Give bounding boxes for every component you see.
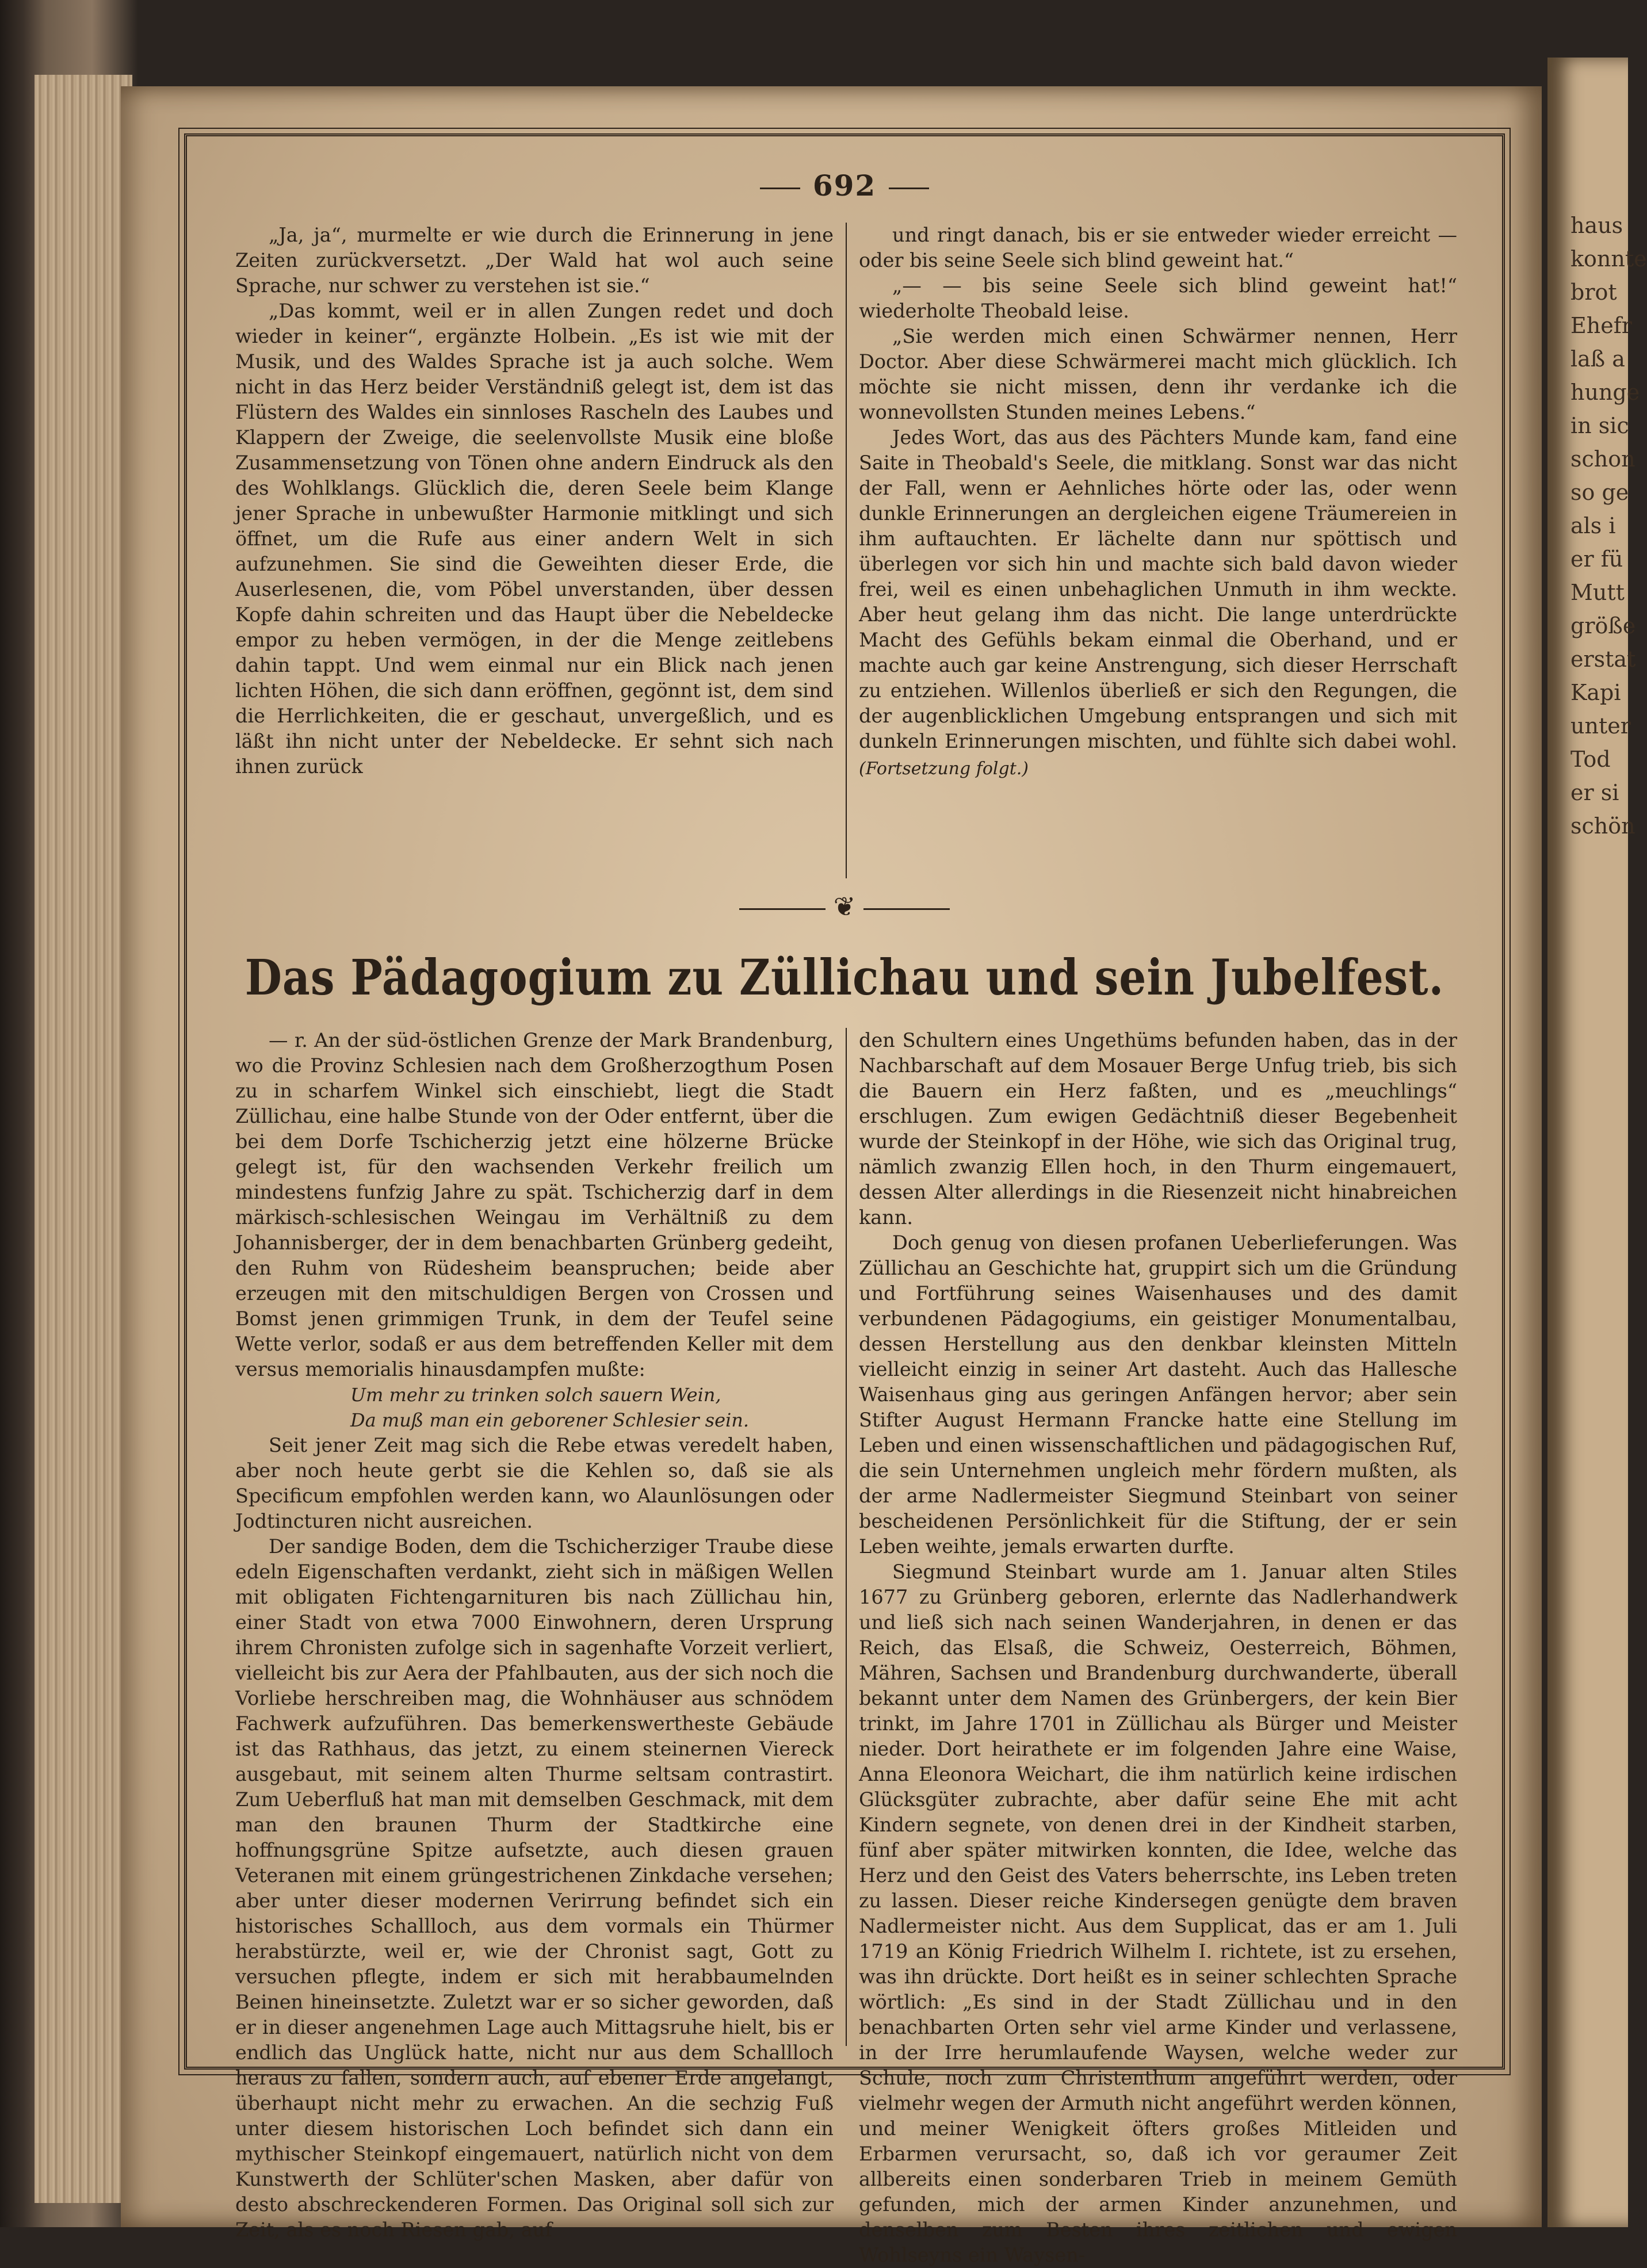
page-frame <box>184 133 1505 2266</box>
paragraph: Der sandige Boden, dem die Tschicherziger Traube diese edeln Eigenschaften verdankt, zieht sich in mäßigen Wellen mit obligaten Fichtengarnituren bis nach Züllichau hin, einer Stadt von etwa 7000 Einwohnern, deren Ursprung ihrem Chronisten zufolge sich in sagenhafte Vorzeit verliert, vielleicht bis zur Aera der Pfahlbauten, aus der sich noch die Vorliebe herschreiben mag, die Wohnhäuser aus schnödem Fachwerk aufzuführen. Das bemerkenswertheste Gebäude ist das Rathhaus, das jetzt, zu einem steinernen Viereck ausgebaut, mit seinem alten Thurme seltsam contrastirt. Zum Ueberfluß hat man mit demselben Geschmack, mit dem man den braunen Thurm der Stadtkirche eine hoffnungsgrüne Spitze aufsetzte, auch diesen grauen Veteranen mit einem grüngestrichenen Zinkdache versehen; aber unter dieser modernen Verirrung befindet sich ein historisches Schallloch, aus dem vormals ein Thürmer herabstürzte, weil er, wie der Chronist sagt, Gott zu versuchen pflegte, indem er sich mit herabbaumelnden Beinen hineinsetzte. Zuletzt war er so sicher geworden, daß er in dieser angenehmen Lage auch Mittagsruhe hielt, bis er endlich das Unglück hatte, nicht nur aus dem Schallloch heraus zu fallen, sondern auch, auf ebener Erde angelangt, überhaupt nicht mehr zu erwachen. An die sechzig Fuß unter diesem historischen Loch befindet sich dann ein mythischer Steinkopf eingemauert, natürlich nicht von dem Kunstwerth der Schlüter'schen Masken, aber dafür von desto abschreckenderen Formen. Das Original soll sich zur Zeit, als es noch Riesen gab, auf <box>235 1535 834 2241</box>
article2-column-left <box>235 1028 834 2243</box>
page-edges <box>35 75 132 2203</box>
adjacent-page-fragment: haus <box>1570 213 1623 238</box>
column-divider-top <box>846 223 847 878</box>
adjacent-page-fragment: Kapi <box>1570 680 1621 705</box>
adjacent-page-fragment: größe <box>1570 613 1636 638</box>
adjacent-page-fragment: laß a <box>1570 346 1625 372</box>
adjacent-page-fragment: als i <box>1570 513 1616 538</box>
article2-column-right <box>859 1028 1457 2268</box>
page-number <box>187 169 1502 202</box>
paragraph: und ringt danach, bis er sie entweder wieder erreicht — oder bis seine Seele sich blind geweint hat.“ <box>859 224 1457 271</box>
adjacent-page-fragment: Tod <box>1570 747 1611 772</box>
adjacent-page <box>1547 58 1647 2227</box>
article1-column-left <box>235 223 834 779</box>
adjacent-page-fragment: Ehefr <box>1570 313 1632 338</box>
adjacent-page-fragment: erstat <box>1570 647 1636 672</box>
continued-note: (Fortsetzung folgt.) <box>859 759 1029 779</box>
paragraph: Doch genug von diesen profanen Ueberlieferungen. Was Züllichau an Geschichte hat, gruppirt sich um die Gründung und Fortführung seines Waisenhauses und des damit verbundenen Pädagogiums, ein geistiger Monumentalbau, dessen Herstellung aus den denkbar kleinsten Mitteln vielleicht einzig in seiner Art dasteht. Auch das Hallesche Waisenhaus ging aus geringen Anfängen hervor; aber sein Stifter August Hermann Francke hatte eine Stellung im Leben und einen wissenschaftlichen und pädagogischen Ruf, die sein Unternehmen ungleich mehr fördern mußten, als der arme Nadlermeister Siegmund Steinbart von seiner bescheidenen Persönlichkeit für die Stiftung, der er sein Leben weihte, jemals erwarten durfte. <box>859 1231 1457 1558</box>
paragraph: — r. An der süd-östlichen Grenze der Mark Brandenburg, wo die Provinz Schlesien nach dem Großherzogthum Posen zu in scharfem Winkel sich einschiebt, liegt die Stadt Züllichau, eine halbe Stunde von der Oder entfernt, über die bei dem Dorfe Tschicherzig jetzt eine hölzerne Brücke gelegt ist, für den wachsenden Verkehr freilich um mindestens funfzig Jahre zu spät. Tschicherzig darf in dem märkisch-schlesischen Weingau im Verhältniß zu dem Johannisberger, der in dem benachbarten Grünberg gedeiht, den Ruhm von Rüdesheim beanspruchen; beide aber erzeugen mit den mitschuldigen Bergen von Crossen und Bomst jenen grimmigen Trunk, in dem der Teufel seine Wette verlor, sodaß er aus dem betreffenden Keller mit dem versus memorialis hinausdampfen mußte: <box>235 1029 834 1380</box>
ornament-dash-left <box>760 188 800 189</box>
paragraph: den Schultern eines Ungethüms befunden haben, das in der Nachbarschaft auf dem Mosauer Berge Unfug trieb, bis sich die Bauern ein Herz faßten, und es „meuchlings“ erschlugen. Zum ewigen Gedächtniß dieser Begebenheit wurde der Steinkopf in der Höhe, wie sich das Original trug, nämlich zwanzig Ellen hoch, in den Thurm eingemauert, dessen Alter allerdings in die Riesenzeit nicht hinabreichen kann. <box>859 1029 1457 1229</box>
verse-line: Da muß man ein geborener Schlesier sein. <box>350 1409 750 1431</box>
article1-column-right <box>859 223 1457 782</box>
section-ornament: ❦ <box>187 891 1502 922</box>
adjacent-page-fragment: er si <box>1570 780 1619 805</box>
paragraph: Siegmund Steinbart wurde am 1. Januar alten Stiles 1677 zu Grünberg geboren, erlernte das Nadlerhandwerk und ließ sich nach seinen Wanderjahren, in denen er das Reich, das Elsaß, die Schweiz, Oesterreich, Böhmen, Mähren, Sachsen und Brandenburg durchwanderte, überall bekannt unter dem Namen des Grünbergers, der kein Bier trinkt, im Jahre 1701 in Züllichau als Bürger und Meister nieder. Dort heirathete er im folgenden Jahre eine Waise, Anna Eleonora Weichart, die ihm natürlich keine irdischen Glücksgüter zubrachte, aber dafür seine Ehe mit acht Kindern segnete, von denen drei in der Kindheit starben, fünf aber später mitwirken konnten, die Idee, welche das Herz und den Geist des Vaters beherrschte, ins Leben treten zu lassen. Dieser reiche Kindersegen genügte dem braven Nadlermeister nicht. Aus dem Supplicat, das er am 1. Juli 1719 an König Friedrich Wilhelm I. richtete, ist zu ersehen, was ihn drückte. Dort heißt es in seiner schlechten Sprache wörtlich: „Es sind in der Stadt Züllichau und in den benachbarten Orten sehr viel arme Kinder und verlassene, in der Irre herumlaufende Waysen, welche weder zur Schule, noch zum Christenthum angeführt werden, oder vielmehr wegen der Armuth nicht angeführt werden können, und meiner Wenigkeit öfters großes Mitleiden und Erbarmen verursacht, so, daß ich vor geraumer Zeit allbereits einen sonderbaren Trieb in meinem Gemüth gefunden, mich der armen Kinder anzunehmen, und denselben zum Besten ihres zeitlichen und ewigen Wohlseyns ein Waysen- <box>859 1561 1457 2266</box>
adjacent-page-fragment: unter <box>1570 713 1631 739</box>
adjacent-page-fragment: in sic <box>1570 413 1629 438</box>
adjacent-page-fragment: so ge <box>1570 480 1629 505</box>
ornament-dash-right <box>889 188 929 189</box>
page-number-text: 692 <box>812 169 877 202</box>
adjacent-page-fragment: konnte <box>1570 246 1647 271</box>
column-divider-bottom <box>846 1028 847 2046</box>
paragraph: „Sie werden mich einen Schwärmer nennen, Herr Doctor. Aber diese Schwärmerei macht mich glücklich. Ich möchte sie nicht missen, denn ihr verdanke ich die wonnevollsten Stunden meines Lebens.“ <box>859 325 1457 423</box>
adjacent-page-fragment: Mutt <box>1570 580 1625 605</box>
paragraph: Seit jener Zeit mag sich die Rebe etwas veredelt haben, aber noch heute gerbt sie die Kehlen so, daß sie als Specificum empfohlen werden kann, wo Alaunlösungen oder Jodtincturen nicht ausreichen. <box>235 1434 834 1532</box>
adjacent-page-fragment: brot <box>1570 280 1617 305</box>
adjacent-page-fragment: schön <box>1570 813 1635 839</box>
paragraph: „Ja, ja“, murmelte er wie durch die Erinnerung in jene Zeiten zurückversetzt. „Der Wald hat wol auch seine Sprache, nur schwer zu verstehen ist sie.“ <box>235 224 834 297</box>
adjacent-page-fragment: er fü <box>1570 546 1623 572</box>
paragraph: „Das kommt, weil er in allen Zungen redet und doch wieder in keiner“, ergänzte Holbein. „Es ist wie mit der Musik, und des Waldes Sprache ist ja auch solche. Wem nicht in das Herz beider Verständniß gelegt ist, dem ist das Flüstern des Waldes ein sinnloses Rascheln des Laubes und Klappern der Zweige, die seelenvollste Musik eine bloße Zusammensetzung von Tönen ohne andern Eindruck als den des Wohlklangs. Glücklich die, deren Seele beim Klange jener Sprache in unbewußter Harmonie mitklingt und sich öffnet, um die Rufe aus einer andern Welt in sich aufzunehmen. Sie sind die Geweihten dieser Erde, die Auserlesenen, die, vom Pöbel unverstanden, über dessen Kopfe dahin schreiten und das Haupt über die Nebeldecke empor zu heben vermögen, in der die Menge zeitlebens dahin tappt. Und wem einmal nur ein Blick nach jenen lichten Höhen, die sich dann eröffnen, gegönnt ist, dem sind die Herrlichkeiten, die er geschaut, unvergeßlich, und es läßt ihn nicht unter der Nebeldecke. Er sehnt sich nach ihnen zurück <box>235 300 834 778</box>
article-headline: Das Pädagogium zu Züllichau und sein Jubelfest. <box>244 949 1445 1007</box>
paragraph: „— — bis seine Seele sich blind geweint hat!“ wiederholte Theobald leise. <box>859 274 1457 322</box>
verse-line: Um mehr zu trinken solch sauern Wein, <box>350 1384 721 1406</box>
adjacent-page-fragment: hunge <box>1570 380 1640 405</box>
adjacent-page-fragment: schon <box>1570 446 1635 472</box>
paragraph: Jedes Wort, das aus des Pächters Munde kam, fand eine Saite in Theobald's Seele, die mitklang. Sonst war das nicht der Fall, wenn er Aehnliches hörte oder las, oder wenn dunkle Erinnerungen an dergleichen eigene Träumereien in ihm auftauchten. Er lächelte dann nur spöttisch und überlegen vor sich hin und machte sich bald davon wieder frei, weil es einen unbehaglichen Unmuth in ihm weckte. Aber heut gelang ihm das nicht. Die lange unterdrückte Macht des Gefühls bekam einmal die Oberhand, und er machte auch gar keine Anstrengung, sich dieser Herrschaft zu entziehen. Willenlos überließ er sich den Regungen, die der augenblicklichen Umgebung entsprangen und sich mit dunkeln Erinnerungen mischten, und fühlte sich dabei wohl. (Fortsetzung folgt.) <box>859 426 1457 779</box>
